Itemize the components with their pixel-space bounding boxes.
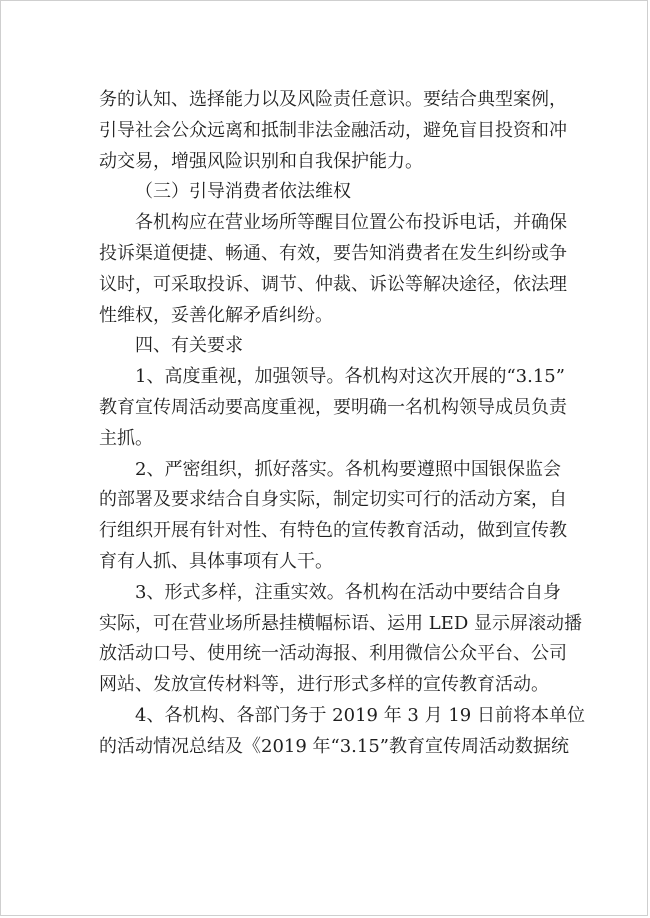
- text-line: 育有人抓、具体事项有人干。: [99, 550, 333, 572]
- text-line: 动交易，增强风险识别和自我保护能力。: [99, 150, 423, 172]
- text-line: 行组织开展有针对性、有特色的宣传教育活动，做到宣传教: [99, 520, 567, 542]
- text-line: 实际，可在营业场所悬挂横幅标语、运用 LED 显示屏滚动播: [99, 612, 582, 634]
- text-line: 引导社会公众远离和抵制非法金融活动，避免盲目投资和冲: [99, 119, 567, 141]
- text-line: 各机构应在营业场所等醒目位置公布投诉电话，并确保: [135, 212, 567, 234]
- text-line: 的部署及要求结合自身实际，制定切实可行的活动方案，自: [99, 489, 567, 511]
- text-line: 2、严密组织，抓好落实。各机构要遵照中国银保监会: [135, 458, 561, 480]
- text-line: 主抓。: [99, 427, 153, 449]
- text-line: 放活动口号、使用统一活动海报、利用微信公众平台、公司: [99, 643, 567, 665]
- text-line: 的活动情况总结及《2019 年“3.15”教育宣传周活动数据统: [99, 735, 570, 757]
- text-line: 4、各机构、各部门务于 2019 年 3 月 19 日前将本单位: [135, 704, 585, 726]
- text-line: 教育宣传周活动要高度重视，要明确一名机构领导成员负责: [99, 396, 567, 418]
- text-line: 议时，可采取投诉、调节、仲裁、诉讼等解决途径，依法理: [99, 273, 567, 295]
- section-heading: （三）引导消费者依法维权: [135, 181, 351, 203]
- text-line: 投诉渠道便捷、畅通、有效，要告知消费者在发生纠纷或争: [99, 242, 567, 264]
- text-line: 3、形式多样，注重实效。各机构在活动中要结合自身: [135, 581, 561, 603]
- text-line: 1、高度重视，加强领导。各机构对这次开展的“3.15”: [135, 366, 565, 388]
- text-line: 性维权，妥善化解矛盾纠纷。: [99, 304, 333, 326]
- document-body: [99, 85, 585, 763]
- section-heading: 四、有关要求: [135, 335, 243, 357]
- text-line: 务的认知、选择能力以及风险责任意识。要结合典型案例，: [99, 89, 567, 110]
- text-line: 网站、发放宣传材料等，进行形式多样的宣传教育活动。: [99, 674, 549, 696]
